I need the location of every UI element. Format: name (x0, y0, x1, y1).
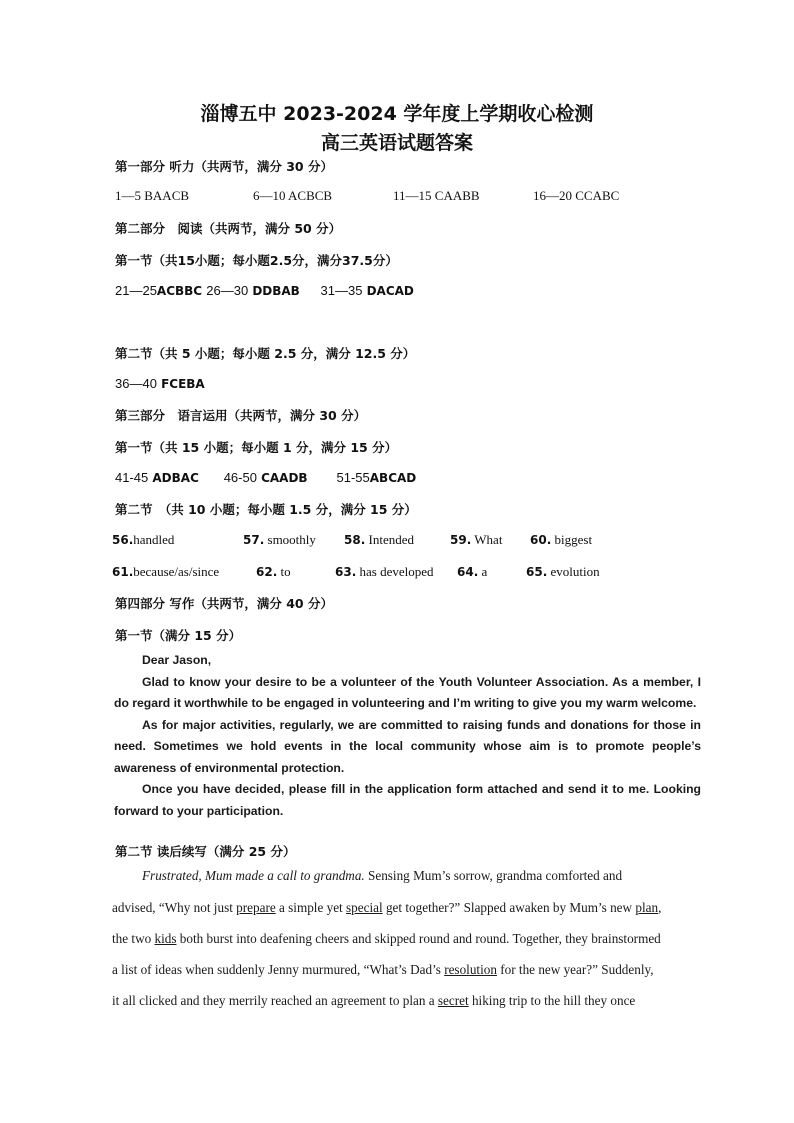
answer-range: 41-45 (115, 470, 149, 485)
story-line-4: a list of ideas when suddenly Jenny murmured, “What’s Dad’s resolution for the new year?” Suddenly, (112, 962, 654, 977)
fill-answer-58: 58. Intended (344, 532, 414, 547)
answer-range: 46-50 (223, 470, 257, 485)
fill-answer-59: 59. What (450, 532, 503, 547)
answer-value: ADBAC (152, 471, 199, 485)
part4-sec1-heading: 第一节（满分 15 分） (115, 628, 242, 643)
fill-answer-64: 64. a (457, 564, 488, 579)
part2-sec2-answers (115, 376, 205, 392)
answer-range: 26—30 (206, 283, 249, 298)
part3-sec1-heading: 第一节（共 15 小题；每小题 1 分，满分 15 分） (115, 440, 398, 455)
fill-answer-57: 57. smoothly (243, 532, 316, 547)
part3-heading: 第三部分 语言运用（共两节，满分 30 分） (115, 408, 367, 423)
answer-range: 51-55 (336, 470, 370, 485)
answer-range: 31—35 (320, 283, 363, 298)
part4-sec2-heading: 第二节 读后续写（满分 25 分） (115, 844, 296, 859)
letter-greeting: Dear Jason, (142, 653, 212, 667)
story-line-3: the two kids both burst into deafening cheers and skipped round and round. Together, they brainstormed (112, 931, 661, 946)
doc-title-line1: 淄博五中 2023-2024 学年度上学期收心检测 (200, 103, 594, 125)
part4-heading: 第四部分 写作（共两节，满分 40 分） (115, 596, 333, 611)
answer-range: 21—25 (115, 283, 157, 298)
fill-answer-61: 61.because/as/since (112, 564, 220, 579)
answer-value: DACAD (366, 284, 414, 298)
story-line-5: it all clicked and they merrily reached an agreement to plan a secret hiking trip to the hill they once (112, 993, 636, 1008)
fill-answer-63: 63. has developed (335, 564, 434, 579)
answer-value: FCEBA (161, 377, 205, 391)
answer-group-2: 6—10 ACBCB (253, 188, 333, 203)
letter-paragraph-1: Glad to know your desire to be a volunteer of the Youth Volunteer Association. As a member, I do regard it worthwhile to be engaged in volunteering and I’m writing to give you my warm welcome. (114, 674, 701, 710)
answer-value: DDBAB (252, 284, 300, 298)
answer-group-3: 11—15 CAABB (393, 188, 480, 203)
answer-group-1: 1—5 BAACB (115, 188, 190, 203)
story-line-1: Frustrated, Mum made a call to grandma. Sensing Mum’s sorrow, grandma comforted and (142, 868, 623, 883)
part3-sec1-answers (115, 470, 416, 486)
part2-sec1-heading: 第一节（共15小题；每小题2.5分，满分37.5分） (115, 253, 398, 268)
fill-answer-60: 60. biggest (530, 532, 593, 547)
answer-value: CAADB (261, 471, 308, 485)
letter-paragraph-2: As for major activities, regularly, we are committed to raising funds and donations for those in need. Sometimes we hold events in the local community whose aim is to promote people’s awareness of environmental protection. (114, 717, 701, 775)
answer-value: ABCAD (369, 471, 417, 485)
fill-answer-62: 62. to (256, 564, 291, 579)
part2-sec2-heading: 第二节（共 5 小题；每小题 2.5 分，满分 12.5 分） (115, 346, 416, 361)
answer-group-4: 16—20 CCABC (533, 188, 620, 203)
part3-sec2-heading: 第二节 （共 10 小题；每小题 1.5 分，满分 15 分） (115, 502, 417, 517)
fill-answer-56: 56.handled (112, 532, 175, 547)
part2-sec1-answers (115, 283, 414, 299)
letter-paragraph-3: Once you have decided, please fill in the application form attached and send it to me. Looking forward to your participation. (114, 782, 701, 818)
fill-answer-65: 65. evolution (526, 564, 600, 579)
doc-title-line2: 高三英语试题答案 (320, 132, 473, 154)
answer-value: ACBBC (156, 284, 203, 298)
sample-letter (114, 650, 701, 822)
answer-range: 36—40 (115, 376, 157, 391)
story-line-2: advised, “Why not just prepare a simple yet special get together?” Slapped awaken by Mum’s new plan, (112, 900, 662, 915)
part2-heading: 第二部分 阅读（共两节，满分 50 分） (115, 221, 342, 236)
part1-heading: 第一部分 听力（共两节，满分 30 分） (115, 159, 333, 174)
